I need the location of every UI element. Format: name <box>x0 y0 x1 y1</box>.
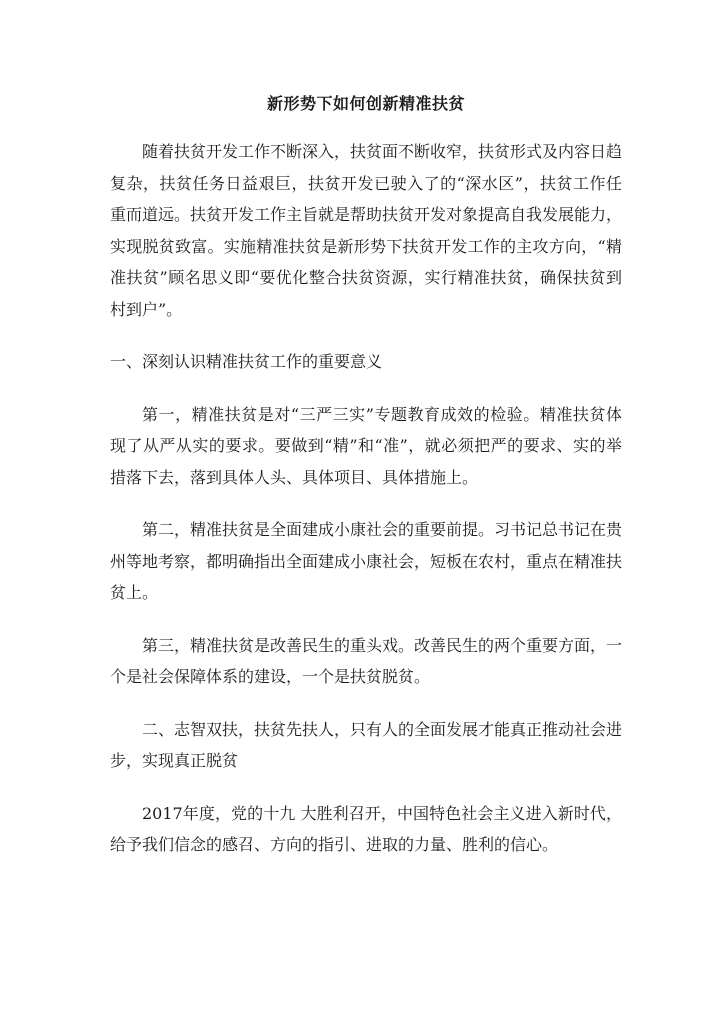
point-three-paragraph: 第三，精准扶贫是改善民生的重头戏。改善民生的两个重要方面，一个是社会保障体系的建设，一个是扶贫脱贫。 <box>110 635 623 686</box>
document-body <box>110 93 622 882</box>
point-two-paragraph: 第二，精准扶贫是全面建成小康社会的重要前提。习书记总书记在贵州等地考察，都明确指出全面建成小康社会，短板在农村，重点在精准扶贫上。 <box>110 520 623 602</box>
point-one-paragraph: 第一，精准扶贫是对“三严三实”专题教育成效的检验。精准扶贫体现了从严从实的要求。要做到“精”和“准”，就必须把严的要求、实的举措落下去，落到具体人头、具体项目、具体措施上。 <box>110 404 622 487</box>
document-title: 新形势下如何创新精准扶贫 <box>266 94 465 113</box>
intro-paragraph: 随着扶贫开发工作不断深入，扶贫面不断收窄，扶贫形式及内容日趋复杂，扶贫任务日益艰巨，扶贫开发已驶入了的“深水区”，扶贫工作任重而道远。扶贫开发工作主旨就是帮助扶贫开发对象提高自我发展能力，实现脱贫致富。实施精准扶贫是新形势下扶贫开发工作的主攻方向，“精准扶贫”顾名思义即“要优化整合扶贫资源，实行精准扶贫，确保扶贫到村到户”。 <box>110 142 623 319</box>
closing-paragraph: 2017年度，党的十九 大胜利召开，中国特色社会主义进入新时代，给予我们信念的感召、方向的指引、进取的力量、胜利的信心。 <box>110 803 622 854</box>
section-heading-1: 一、深刻认识精准扶贫工作的重要意义 <box>110 352 383 371</box>
section-heading-2: 二、志智双扶，扶贫先扶人，只有人的全面发展才能真正推动社会进步，实现真正脱贫 <box>110 719 623 770</box>
